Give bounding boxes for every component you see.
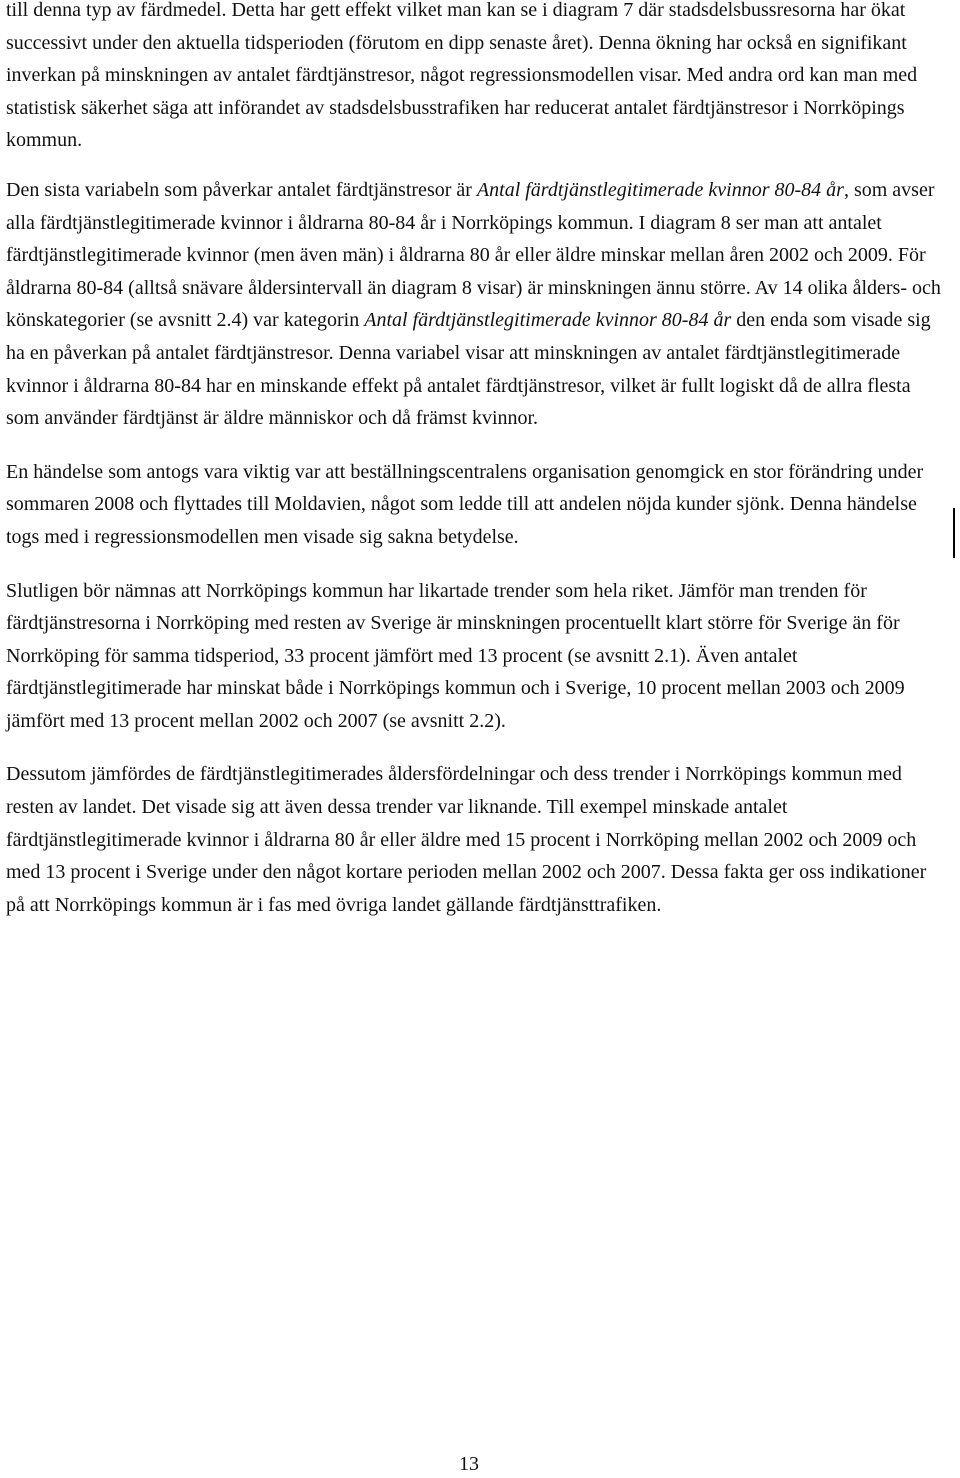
paragraph-text: till denna typ av färdmedel. Detta har gett effekt vilket man kan se i diagram 7 där stadsdelsbussresorna har ökat successivt under den aktuella tidsperioden (förutom en dipp senaste året). Denna ökning har också en signifikant inverkan på minskningen av antalet färdtjänstresor, något regressionsmodellen visar. Med andra ord kan man med statistisk säkerhet säga att införandet av stadsdelsbusstrafiken har reducerat antalet färdtjänstresor i Norrköpings kommun.: [6, 0, 918, 152]
paragraph-text-part: den enda som visade sig ha en påverkan på antalet färdtjänstresor. Denna variabel visar att minskningen av antalet färdtjänstlegitimerade kvinnor i åldrarna 80-84 har en minskande effekt på antalet färdtjänstresor, vilket är fullt logiskt då de allra flesta som använder färdtjänst är äldre människor och då främst kvinnor.: [6, 309, 931, 430]
paragraph-booking-centre: [6, 456, 944, 554]
variable-name-italic: Antal färdtjänstlegitimerade kvinnor 80-84 år: [476, 178, 844, 201]
paragraph-text: Dessutom jämfördes de färdtjänstlegitimerades åldersfördelningar och dess trender i Norrköpings kommun med resten av landet. Det visade sig att även dessa trender var liknande. Till exempel minskade antalet färdtjänstlegitimerade kvinnor i åldrarna 80 år eller äldre med 15 procent i Norrköping mellan 2002 och 2009 och med 13 procent i Sverige under den något kortare perioden mellan 2002 och 2007. Dessa fakta ger oss indikationer på att Norrköpings kommun är i fas med övriga landet gällande färdtjänsttrafiken.: [6, 763, 927, 916]
paragraph-text: En händelse som antogs vara viktig var att beställningscentralens organisation genomgick en stor förändring under sommaren 2008 och flyttades till Moldavien, något som ledde till att andelen nöjda kunder sjönk. Denna händelse togs med i regressionsmodellen men visade sig sakna betydelse.: [6, 460, 924, 548]
document-page: [6, 0, 944, 921]
paragraph-national-trends: [6, 575, 944, 738]
paragraph-bus-effect: [6, 0, 944, 157]
page-number: 13: [459, 1453, 479, 1475]
variable-name-italic: Antal färdtjänstlegitimerade kvinnor 80-84 år: [364, 309, 732, 332]
revision-bar: [953, 508, 955, 558]
paragraph-legitimated-women: [6, 174, 944, 435]
paragraph-text: Slutligen bör nämnas att Norrköpings kommun har likartade trender som hela riket. Jämför man trenden för färdtjänstresorna i Norrköping med resten av Sverige är minskningen procentuellt klart större för Sverige än för Norrköping för samma tidsperiod, 33 procent jämfört med 13 procent (se avsnitt 2.1). Även antalet färdtjänstlegitimerade har minskat både i Norrköpings kommun och i Sverige, 10 procent mellan 2003 och 2009 jämfört med 13 procent mellan 2002 och 2007 (se avsnitt 2.2).: [6, 579, 905, 732]
paragraph-text-part: , som avser alla färdtjänstlegitimerade kvinnor i åldrarna 80-84 år i Norrköpings kommun. I diagram 8 ser man att antalet färdtjänstlegitimerade kvinnor (men även män) i åldrarna 80 år eller äldre minskar mellan åren 2002 och 2009. För åldrarna 80-84 (alltså snävare åldersintervall än diagram 8 visar) är minskningen ännu större. Av 14 olika ålders- och könskategorier (se avsnitt 2.4) var kategorin: [6, 178, 941, 332]
paragraph-age-distribution: [6, 758, 944, 921]
paragraph-text-part: Den sista variabeln som påverkar antalet färdtjänstresor är: [6, 178, 477, 201]
